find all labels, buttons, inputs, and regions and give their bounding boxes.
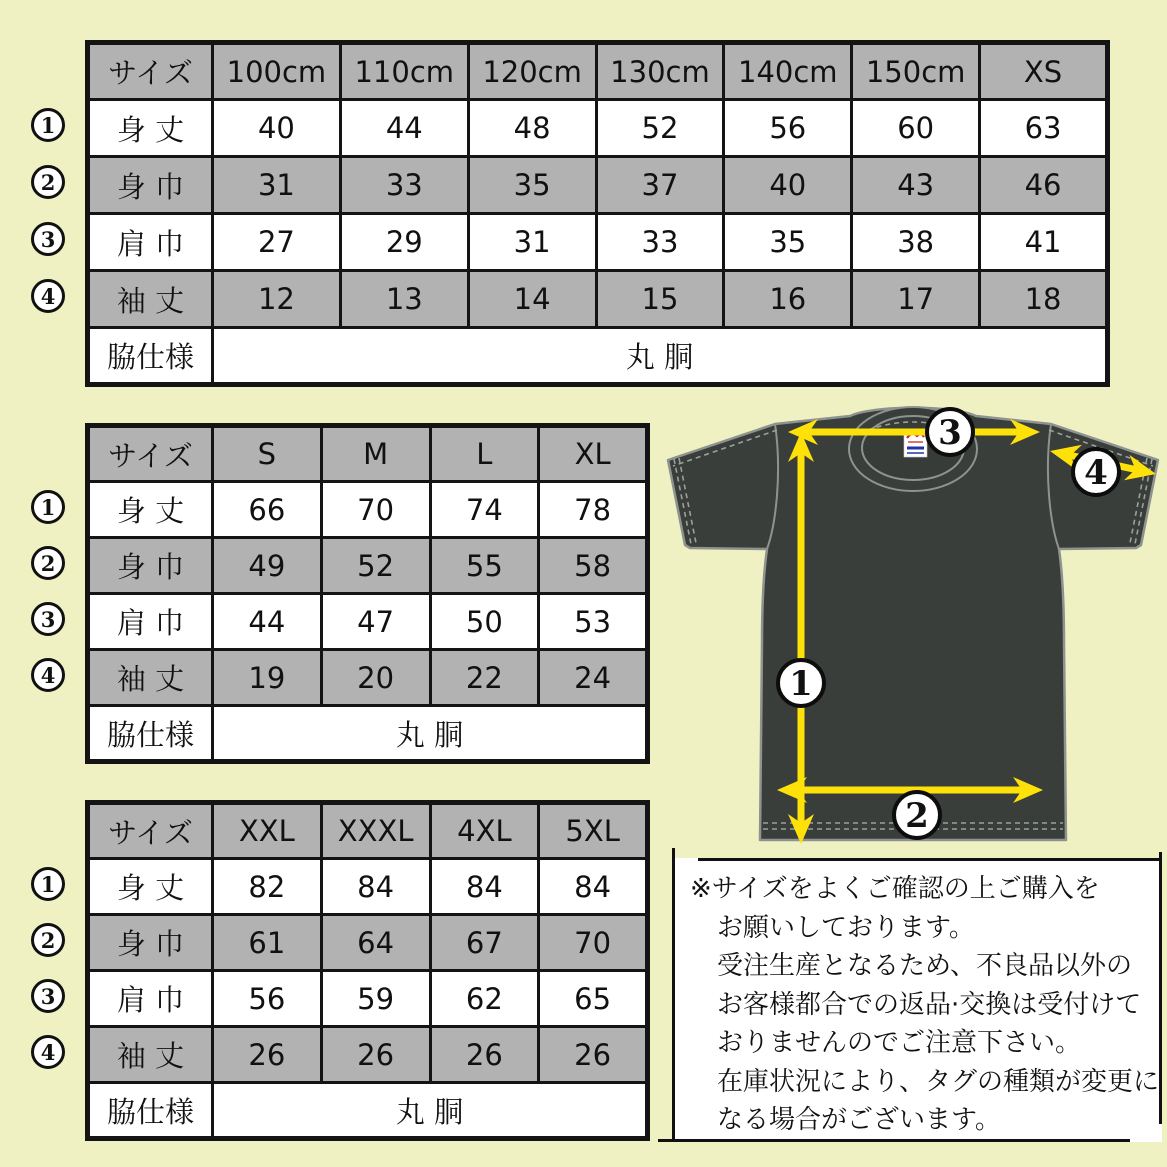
side-spec-cell: 丸 胴	[213, 1083, 648, 1139]
column-header: M	[321, 426, 430, 482]
size-cell: 74	[430, 482, 539, 538]
marker-digit: 1	[40, 494, 56, 520]
size-cell: 26	[430, 1027, 539, 1083]
row-label: 袖 丈	[88, 650, 213, 706]
size-cell: 63	[980, 100, 1108, 157]
size-cell: 33	[596, 214, 724, 271]
size-cell: 78	[539, 482, 648, 538]
marker-3-badge	[927, 409, 973, 455]
row-marker-2	[31, 923, 65, 957]
size-cell: 15	[596, 271, 724, 328]
column-header: XXXL	[321, 803, 430, 859]
size-cell: 41	[980, 214, 1108, 271]
table-row	[88, 594, 648, 650]
notice-line: お客様都合での返品·交換は受付けて	[717, 989, 1142, 1020]
marker-digit: 3	[40, 983, 56, 1009]
row-label: 袖 丈	[88, 271, 213, 328]
notice-line: 在庫状況により、タグの種類が変更に	[717, 1066, 1160, 1097]
size-cell: 84	[430, 859, 539, 915]
size-cell: 56	[213, 971, 322, 1027]
size-cell: 18	[980, 271, 1108, 328]
size-cell: 27	[213, 214, 341, 271]
row-marker-3	[31, 222, 65, 256]
size-cell: 33	[340, 157, 468, 214]
tshirt-diagram	[663, 402, 1163, 852]
size-cell: 37	[596, 157, 724, 214]
size-cell: 22	[430, 650, 539, 706]
column-header: 4XL	[430, 803, 539, 859]
size-cell: 44	[213, 594, 322, 650]
table-row	[88, 100, 1108, 157]
size-cell: 52	[321, 538, 430, 594]
size-cell: 44	[340, 100, 468, 157]
row-label: 袖 丈	[88, 1027, 213, 1083]
size-cell: 70	[539, 915, 648, 971]
size-cell: 58	[539, 538, 648, 594]
size-cell: 61	[213, 915, 322, 971]
table-header-row	[88, 43, 1108, 100]
size-cell: 84	[539, 859, 648, 915]
row-marker-4	[31, 658, 65, 692]
table-row	[88, 538, 648, 594]
size-table-xxl-5xl	[85, 800, 650, 1141]
size-cell: 70	[321, 482, 430, 538]
notice-line: なる場合がございます。	[717, 1105, 1001, 1135]
size-cell: 52	[596, 100, 724, 157]
marker-digit: 3	[40, 606, 56, 632]
size-cell: 66	[213, 482, 322, 538]
column-header: S	[213, 426, 322, 482]
purchase-notice-box	[672, 858, 1162, 1142]
row-label: 脇仕様	[88, 706, 213, 762]
table-row	[88, 971, 648, 1027]
size-cell: 16	[724, 271, 852, 328]
size-cell: 48	[468, 100, 596, 157]
marker-digit: 1	[40, 871, 56, 897]
size-cell: 67	[430, 915, 539, 971]
table-header-row	[88, 426, 648, 482]
table-row	[88, 482, 648, 538]
size-cell: 12	[213, 271, 341, 328]
row-label: 脇仕様	[88, 1083, 213, 1139]
notice-line: 受注生産となるため、不良品以外の	[717, 951, 1132, 981]
marker-digit: 3	[40, 226, 56, 252]
row-label: 身 巾	[88, 157, 213, 214]
row-marker-2	[31, 546, 65, 580]
size-cell: 40	[213, 100, 341, 157]
marker-digit: 2	[905, 796, 929, 836]
table-footer-row	[88, 328, 1108, 385]
size-table-s-xl	[85, 423, 650, 764]
marker-digit: 2	[40, 550, 56, 576]
size-cell: 50	[430, 594, 539, 650]
row-label: 身 巾	[88, 538, 213, 594]
table-row	[88, 1027, 648, 1083]
size-cell: 19	[213, 650, 322, 706]
size-cell: 60	[852, 100, 980, 157]
row-label: 脇仕様	[88, 328, 213, 385]
size-cell: 35	[468, 157, 596, 214]
marker-digit: 4	[40, 1039, 56, 1065]
size-cell: 31	[468, 214, 596, 271]
column-header: サイズ	[88, 426, 213, 482]
marker-1-badge	[778, 660, 824, 706]
row-label: 肩 巾	[88, 214, 213, 271]
column-header: 5XL	[539, 803, 648, 859]
marker-4-badge	[1073, 449, 1119, 495]
table-row	[88, 214, 1108, 271]
size-cell: 47	[321, 594, 430, 650]
row-marker-2	[31, 165, 65, 199]
column-header: 130cm	[596, 43, 724, 100]
column-header: XXL	[213, 803, 322, 859]
marker-digit: 4	[40, 283, 56, 309]
row-marker-3	[31, 602, 65, 636]
table-footer-row	[88, 1083, 648, 1139]
table-row	[88, 650, 648, 706]
size-cell: 65	[539, 971, 648, 1027]
table-row	[88, 157, 1108, 214]
notice-text	[690, 870, 1160, 1140]
size-cell: 26	[321, 1027, 430, 1083]
column-header: XL	[539, 426, 648, 482]
marker-digit: 4	[1084, 453, 1108, 493]
table-header-row	[88, 803, 648, 859]
marker-2-badge	[894, 792, 940, 838]
notice-border-top	[698, 858, 1160, 861]
size-cell: 62	[430, 971, 539, 1027]
size-cell: 84	[321, 859, 430, 915]
column-header: 100cm	[213, 43, 341, 100]
size-cell: 17	[852, 271, 980, 328]
side-spec-cell: 丸 胴	[213, 328, 1108, 385]
size-cell: 40	[724, 157, 852, 214]
marker-digit: 3	[938, 413, 962, 453]
size-cell: 46	[980, 157, 1108, 214]
size-cell: 64	[321, 915, 430, 971]
column-header: 140cm	[724, 43, 852, 100]
row-label: 肩 巾	[88, 594, 213, 650]
size-cell: 35	[724, 214, 852, 271]
size-cell: 82	[213, 859, 322, 915]
size-cell: 24	[539, 650, 648, 706]
size-cell: 26	[213, 1027, 322, 1083]
size-cell: 14	[468, 271, 596, 328]
notice-line: おりませんのでご注意下さい。	[717, 1028, 1082, 1058]
size-cell: 43	[852, 157, 980, 214]
column-header: サイズ	[88, 803, 213, 859]
size-cell: 31	[213, 157, 341, 214]
size-table-s-xl-block	[40, 423, 650, 764]
column-header: L	[430, 426, 539, 482]
size-cell: 56	[724, 100, 852, 157]
table-row	[88, 859, 648, 915]
side-spec-cell: 丸 胴	[213, 706, 648, 762]
column-header: XS	[980, 43, 1108, 100]
size-cell: 13	[340, 271, 468, 328]
row-label: 身 丈	[88, 482, 213, 538]
marker-digit: 2	[40, 927, 56, 953]
column-header: 150cm	[852, 43, 980, 100]
size-table-kids	[85, 40, 1110, 387]
size-table-xxl-5xl-block	[40, 800, 650, 1141]
table-row	[88, 271, 1108, 328]
row-label: 身 丈	[88, 100, 213, 157]
size-cell: 53	[539, 594, 648, 650]
size-cell: 26	[539, 1027, 648, 1083]
notice-line: ※サイズをよくご確認の上ご購入を	[690, 874, 1100, 904]
size-table-kids-block	[40, 40, 1110, 387]
table-row	[88, 915, 648, 971]
size-cell: 49	[213, 538, 322, 594]
row-label: 身 巾	[88, 915, 213, 971]
column-header: 120cm	[468, 43, 596, 100]
row-label: 身 丈	[88, 859, 213, 915]
column-header: サイズ	[88, 43, 213, 100]
marker-digit: 1	[40, 112, 56, 138]
notice-border-left	[672, 848, 675, 1142]
size-cell: 20	[321, 650, 430, 706]
row-marker-3	[31, 979, 65, 1013]
size-cell: 38	[852, 214, 980, 271]
marker-digit: 1	[789, 664, 813, 704]
table-footer-row	[88, 706, 648, 762]
row-marker-4	[31, 1035, 65, 1069]
row-label: 肩 巾	[88, 971, 213, 1027]
row-marker-4	[31, 279, 65, 313]
size-cell: 59	[321, 971, 430, 1027]
column-header: 110cm	[340, 43, 468, 100]
marker-digit: 2	[40, 169, 56, 195]
row-marker-1	[31, 490, 65, 524]
marker-digit: 4	[40, 662, 56, 688]
size-cell: 29	[340, 214, 468, 271]
notice-line: お願いしております。	[717, 912, 975, 943]
notice-border-right	[1159, 852, 1162, 1124]
row-marker-1	[31, 108, 65, 142]
row-marker-1	[31, 867, 65, 901]
size-cell: 55	[430, 538, 539, 594]
